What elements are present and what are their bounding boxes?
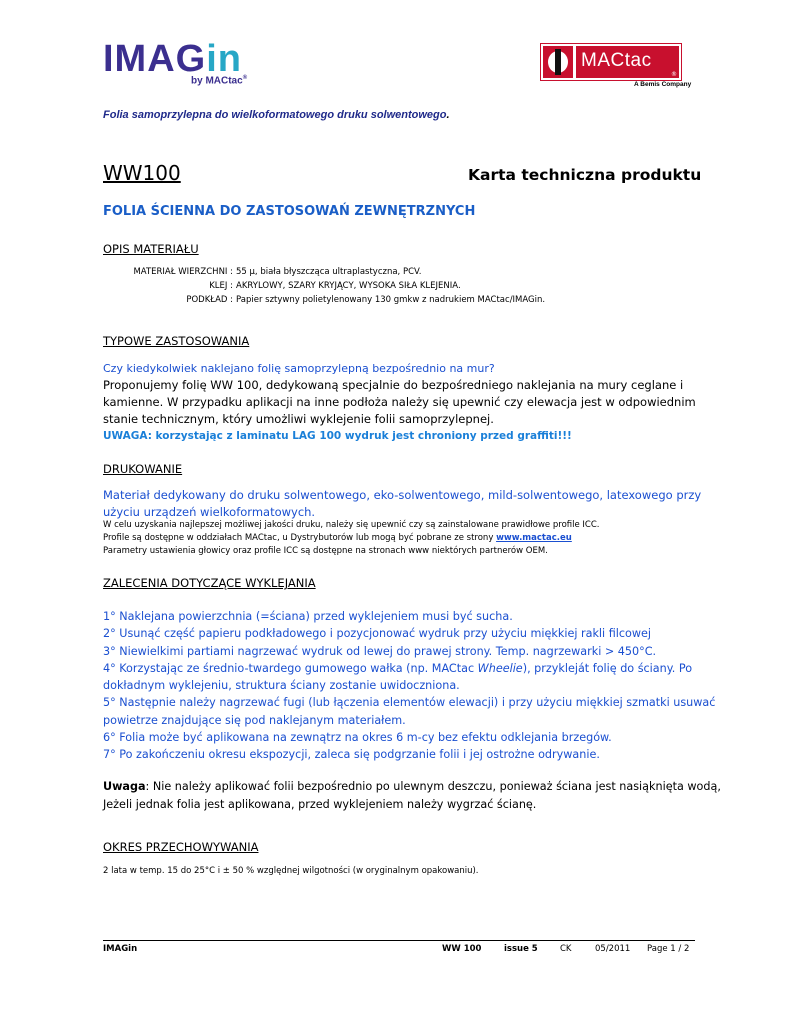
section-heading-storage: OKRES PRZECHOWYWANIA	[103, 840, 259, 854]
document-subtitle-text: Folia samoprzylepna do wielkoformatowego druku solwentowego	[103, 109, 447, 121]
mactac-logo-mark	[543, 46, 573, 78]
product-name-wheelie: Wheelie	[477, 661, 523, 675]
footer-issue: issue 5	[504, 944, 538, 954]
material-row	[103, 281, 623, 296]
applications-line: Proponujemy folię WW 100, dedykowaną specjalnie do bezpośredniego naklejania na mury ceglane i	[103, 378, 684, 392]
imagin-logo-reg: ®	[242, 75, 248, 81]
printing-note: W celu uzyskania najlepszej możliwej jakości druku, należy się upewnić czy są zainstalowane prawidłowe profile ICC.	[103, 520, 600, 530]
product-code: WW100	[103, 161, 181, 185]
imagin-logo-sub-text: by MACtac	[191, 75, 243, 87]
printing-note: Profile są dostępne w oddziałach MACtac, u Dystrybutorów lub mogą być pobrane ze strony www.mactac.eu	[103, 533, 572, 543]
mactac-logo	[540, 43, 682, 81]
printing-lead-line: użyciu urządzeń wielkoformatowych.	[103, 505, 316, 519]
applications-warning: UWAGA: korzystając z laminatu LAG 100 wydruk jest chroniony przed graffiti!!!	[103, 430, 572, 442]
footer-page-number: Page 1 / 2	[647, 944, 690, 954]
imagin-logo-wordmark	[103, 38, 242, 80]
printing-lead	[103, 487, 703, 521]
material-row	[103, 267, 623, 282]
imagin-logo-main: IMAG	[103, 38, 207, 80]
document-title: Karta techniczna produktu	[468, 166, 702, 184]
section-heading-applications: TYPOWE ZASTOSOWANIA	[103, 334, 250, 348]
imagin-logo	[103, 38, 273, 90]
mactac-tagline: A Bemis Company	[634, 81, 692, 88]
warning-note-label: Uwaga	[103, 780, 146, 793]
storage-text: 2 lata w temp. 15 do 25°C i ± 50 % względnej wilgotności (w oryginalnym opakowaniu).	[103, 866, 479, 876]
mactac-website-link[interactable]: www.mactac.eu	[496, 533, 572, 543]
material-row-key: MATERIAŁ WIERZCHNI :	[133, 267, 233, 277]
mounting-step: 6° Folia może być aplikowana na zewnątrz na okres 6 m-cy bez efektu odklejania brzegów.	[103, 731, 612, 745]
printing-note: Parametry ustawienia głowicy oraz profile ICC są dostępne na stronach www niektórych partnerów OEM.	[103, 546, 548, 556]
material-row-key: PODKŁAD :	[186, 295, 233, 305]
mounting-step: 3° Niewielkimi partiami nagrzewać wydruk od lewej do prawej strony. Temp. nagrzewarki > 450°C.	[103, 644, 657, 658]
applications-question: Czy kiedykolwiek naklejano folię samoprzylepną bezpośrednio na mur?	[103, 362, 495, 375]
imagin-logo-accent: in	[206, 38, 242, 80]
mounting-step: 4° Korzystając ze średnio-twardego gumowego wałka (np. MACtac Wheelie), przykleját folię do ściany. Po	[103, 661, 693, 675]
material-row-value: 55 µ, biała błyszcząca ultraplastyczna, PCV.	[236, 267, 422, 277]
mounting-step: dokładnym wyklejeniu, struktura ściany zostanie uwidoczniona.	[103, 679, 460, 693]
document-subtitle: Folia samoprzylepna do wielkoformatowego druku solwentowego.	[103, 109, 450, 121]
footer-brand: IMAGin	[103, 944, 138, 954]
footer-product: WW 100	[442, 944, 482, 954]
section-heading-printing: DRUKOWANIE	[103, 462, 183, 476]
section-heading-material: OPIS MATERIAŁU	[103, 242, 199, 256]
mounting-step: 2° Usunąć część papieru podkładowego i pozycjonować wydruk przy użyciu miękkiej rakli filcowej	[103, 627, 652, 641]
warning-note-line: Jeżeli jednak folia jest aplikowana, przed wyklejeniem należy wygrzać ścianę.	[103, 797, 537, 811]
product-heading: FOLIA ŚCIENNA DO ZASTOSOWAŃ ZEWNĘTRZNYCH	[103, 204, 476, 219]
imagin-logo-sub	[191, 75, 247, 86]
applications-line: stanie technicznym, który umożliwi wyklejenie folii samoprzylepnej.	[103, 412, 494, 426]
mounting-step: 5° Następnie należy nagrzewać fugi (lub łączenia elementów elewacji) i przy użyciu miękkiej szmatki usuwać	[103, 696, 716, 710]
printing-notes	[103, 519, 703, 558]
section-heading-mounting: ZALECENIA DOTYCZĄCE WYKLEJANIA	[103, 576, 316, 590]
material-row-value: AKRYLOWY, SZARY KRYJĄCY, WYSOKA SIŁA KLEJENIA.	[236, 281, 461, 291]
applications-body	[103, 360, 703, 445]
mounting-step: 7° Po zakończeniu okresu ekspozycji, zaleca się podgrzanie folii i jej ostrożne odrywanie.	[103, 748, 600, 762]
mounting-steps	[103, 608, 723, 764]
material-row-value: Papier sztywny polietylenowany 130 gmkw z nadrukiem MACtac/IMAGin.	[236, 295, 546, 305]
applications-line: kamienne. W przypadku aplikacji na inne podłoża należy się upewnić czy elewacja jest w odpowiednim	[103, 395, 696, 409]
warning-note	[103, 778, 723, 813]
mactac-logo-word: MACtac	[581, 50, 652, 71]
warning-note-line: Uwaga: Nie należy aplikować folii bezpośrednio po ulewnym deszczu, ponieważ ściana jest nasiąknięta wodą,	[103, 780, 721, 793]
footer-divider	[103, 940, 695, 941]
material-row-key: KLEJ :	[209, 281, 233, 291]
mounting-step: 1° Naklejana powierzchnia (=ściana) przed wyklejeniem musi być sucha.	[103, 610, 513, 623]
mounting-step: powietrze znajdujące się pod naklejanym materiałem.	[103, 713, 406, 727]
footer-date: 05/2011	[595, 944, 631, 954]
printing-lead-line: Materiał dedykowany do druku solwentowego, eko-solwentowego, mild-solwentowego, latexowego przy	[103, 488, 702, 502]
footer-author: CK	[560, 944, 572, 954]
material-row	[103, 295, 623, 310]
mactac-logo-reg: ®	[671, 71, 677, 78]
